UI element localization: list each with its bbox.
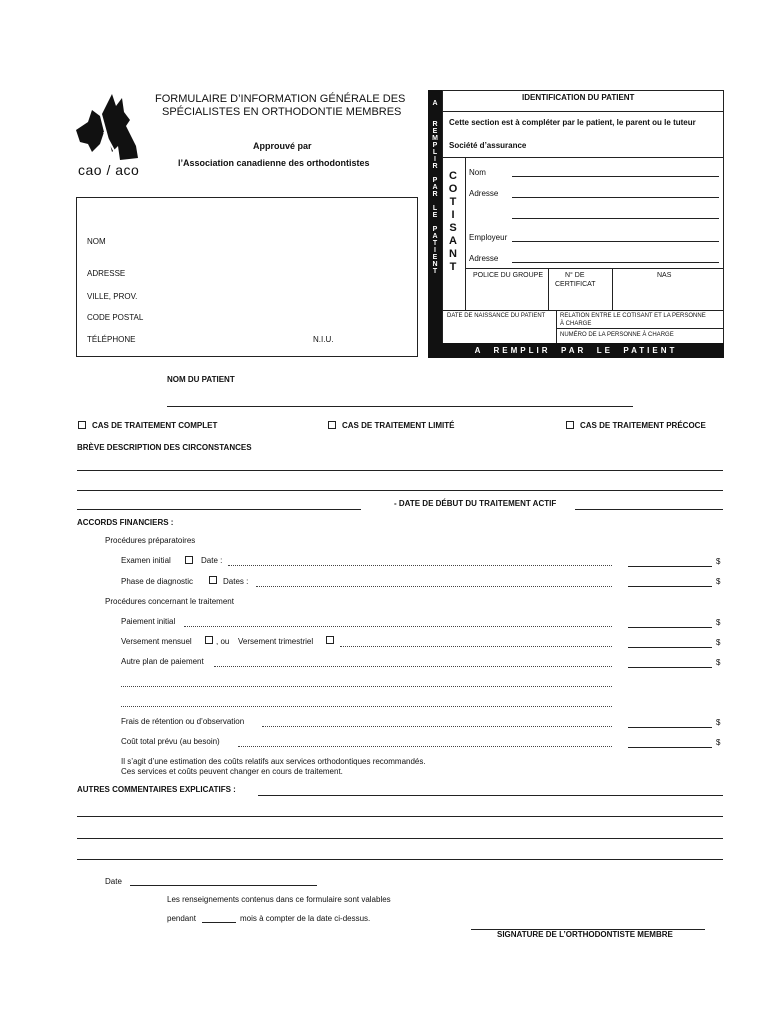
leader-dots	[256, 578, 612, 587]
diagnostic-phase-checkbox[interactable]	[209, 576, 217, 584]
comments-line-3[interactable]	[77, 838, 723, 839]
signature-label: SIGNATURE DE L’ORTHODONTISTE MEMBRE	[497, 930, 673, 939]
patient-name-field[interactable]	[167, 406, 633, 407]
quarterly-payment-checkbox[interactable]	[326, 636, 334, 644]
patient-panel-title: IDENTIFICATION DU PATIENT	[522, 93, 635, 102]
panel-divider	[442, 111, 724, 112]
retention-fees-amount[interactable]	[628, 727, 712, 728]
other-plan-line-1[interactable]	[121, 678, 612, 687]
panel-col-divider	[465, 157, 466, 310]
monthly-payment-label: Versement mensuel	[121, 637, 192, 646]
cotisant-nom-label: Nom	[469, 168, 486, 177]
dollar-sign: $	[716, 577, 721, 586]
initial-payment-amount[interactable]	[628, 627, 712, 628]
logo-text: cao / aco	[78, 162, 140, 178]
certificat-label-line2: CERTIFICAT	[555, 281, 596, 288]
cas-precoce-checkbox[interactable]	[566, 421, 574, 429]
financial-agreements-label: ACCORDS FINANCIERS :	[77, 518, 174, 527]
insurance-company-label: Société d’assurance	[449, 141, 527, 150]
other-plan-line-2[interactable]	[121, 698, 612, 707]
initial-exam-amount[interactable]	[628, 566, 712, 567]
treatment-start-date-label: - DATE DE DÉBUT DU TRAITEMENT ACTIF	[394, 499, 557, 508]
estimate-note-line1: Il s’agit d’une estimation des coûts relatifs aux services orthodontiques recommandés.	[121, 757, 426, 766]
address-niu-label: N.I.U.	[313, 335, 334, 344]
panel-divider	[556, 328, 724, 329]
relation-label-line2: À CHARGE	[560, 321, 592, 327]
approved-association: l’Association canadienne des orthodontistes	[178, 158, 370, 168]
dollar-sign: $	[716, 618, 721, 627]
comments-line-4[interactable]	[77, 859, 723, 860]
treatment-start-date-field[interactable]	[575, 509, 723, 510]
panel-col-divider	[548, 268, 549, 310]
installment-amount[interactable]	[628, 647, 712, 648]
leader-dots	[238, 738, 612, 747]
leader-dots	[214, 658, 612, 667]
leader-dots	[184, 618, 612, 627]
comments-line-2[interactable]	[77, 816, 723, 817]
comments-line-1[interactable]	[258, 795, 723, 796]
leader-dots	[262, 718, 612, 727]
estimate-note-line2: Ces services et coûts peuvent changer en cours de traitement.	[121, 767, 343, 776]
panel-divider	[465, 268, 724, 269]
diagnostic-phase-label: Phase de diagnostic	[121, 577, 194, 586]
retention-fees-label: Frais de rétention ou d’observation	[121, 717, 245, 726]
validity-line1: Les renseignements contenus dans ce formulaire sont valables	[167, 895, 391, 904]
validity-pendant: pendant	[167, 914, 196, 923]
employeur-label: Employeur	[469, 233, 508, 242]
orthodontist-address-box	[76, 197, 418, 357]
cas-limite-checkbox[interactable]	[328, 421, 336, 429]
panel-col-divider	[556, 310, 557, 343]
dollar-sign: $	[716, 557, 721, 566]
description-line-2[interactable]	[77, 490, 723, 491]
cotisant-adresse-field-2[interactable]	[512, 218, 719, 219]
address-adresse-label: ADRESSE	[87, 269, 126, 278]
certificat-label-line1: N° DE	[565, 272, 585, 279]
initial-exam-label: Examen initial	[121, 556, 171, 565]
dollar-sign: $	[716, 658, 721, 667]
patient-panel-instruction: Cette section est à compléter par le patient, le parent ou le tuteur	[449, 118, 696, 127]
cas-complet-label: CAS DE TRAITEMENT COMPLET	[92, 421, 218, 430]
address-code-postal-label: CODE POSTAL	[87, 313, 144, 322]
panel-divider	[442, 157, 724, 158]
relation-label-line1: RELATION ENTRE LE COTISANT ET LA PERSONNE	[560, 313, 706, 319]
employeur-adresse-label: Adresse	[469, 254, 499, 263]
employeur-adresse-field[interactable]	[512, 262, 719, 263]
cotisant-vertical-label: C O T I S A N T	[448, 170, 458, 273]
quarterly-payment-label: Versement trimestriel	[238, 637, 314, 646]
dollar-sign: $	[716, 738, 721, 747]
other-plan-label: Autre plan de paiement	[121, 657, 204, 666]
dollar-sign: $	[716, 638, 721, 647]
panel-col-divider	[612, 268, 613, 310]
cotisant-adresse-label: Adresse	[469, 189, 499, 198]
patient-panel-footer-text: A REMPLIR PAR LE PATIENT	[474, 346, 678, 355]
dollar-sign: $	[716, 718, 721, 727]
description-label: BRÈVE DESCRIPTION DES CIRCONSTANCES	[77, 443, 252, 452]
date-label: Date	[105, 877, 122, 886]
total-cost-label: Coût total prévu (au besoin)	[121, 737, 220, 746]
approved-by: Approuvé par	[253, 141, 312, 151]
patient-birthdate-label: DATE DE NAISSANCE DU PATIENT	[447, 313, 546, 319]
diagnostic-phase-dates-label: Dates :	[223, 577, 249, 586]
validity-months-field[interactable]	[202, 922, 236, 923]
form-title-line2: SPÉCIALISTES EN ORTHODONTIE MEMBRES	[162, 106, 402, 118]
cotisant-nom-field[interactable]	[512, 176, 719, 177]
address-ville-label: VILLE, PROV.	[87, 292, 138, 301]
cas-precoce-label: CAS DE TRAITEMENT PRÉCOCE	[580, 421, 706, 430]
other-plan-amount[interactable]	[628, 667, 712, 668]
monthly-payment-checkbox[interactable]	[205, 636, 213, 644]
initial-exam-date-label: Date :	[201, 556, 223, 565]
treatment-procedures-label: Procédures concernant le traitement	[105, 597, 234, 606]
nas-label: NAS	[657, 272, 672, 279]
or-label: , ou	[216, 637, 230, 646]
address-nom-label: NOM	[87, 237, 106, 246]
police-groupe-label: POLICE DU GROUPE	[473, 272, 544, 279]
side-text-letters: A R E M P L I R P A R L E P A T I E N T	[432, 100, 438, 275]
comments-label: AUTRES COMMENTAIRES EXPLICATIFS :	[77, 785, 236, 794]
cao-logo-graphic	[74, 92, 140, 162]
cas-limite-label: CAS DE TRAITEMENT LIMITÉ	[342, 421, 455, 430]
validity-rest: mois à compter de la date ci-dessus.	[240, 914, 371, 923]
initial-payment-label: Paiement initial	[121, 617, 176, 626]
total-cost-amount[interactable]	[628, 747, 712, 748]
diagnostic-phase-amount[interactable]	[628, 586, 712, 587]
dependent-number-label: NUMÉRO DE LA PERSONNE À CHARGE	[560, 332, 674, 338]
leader-dots	[340, 638, 612, 647]
initial-exam-checkbox[interactable]	[185, 556, 193, 564]
address-telephone-label: TÉLÉPHONE	[87, 335, 136, 344]
form-title-line1: FORMULAIRE D’INFORMATION GÉNÉRALE DES	[155, 93, 406, 105]
description-line-1[interactable]	[77, 470, 723, 471]
employeur-field[interactable]	[512, 241, 719, 242]
cotisant-adresse-field[interactable]	[512, 197, 719, 198]
patient-name-label: NOM DU PATIENT	[167, 375, 235, 384]
leader-dots	[228, 557, 612, 566]
date-field[interactable]	[130, 885, 317, 886]
description-line-3[interactable]	[77, 509, 361, 510]
cas-complet-checkbox[interactable]	[78, 421, 86, 429]
preparatory-procedures-label: Procédures préparatoires	[105, 536, 196, 545]
